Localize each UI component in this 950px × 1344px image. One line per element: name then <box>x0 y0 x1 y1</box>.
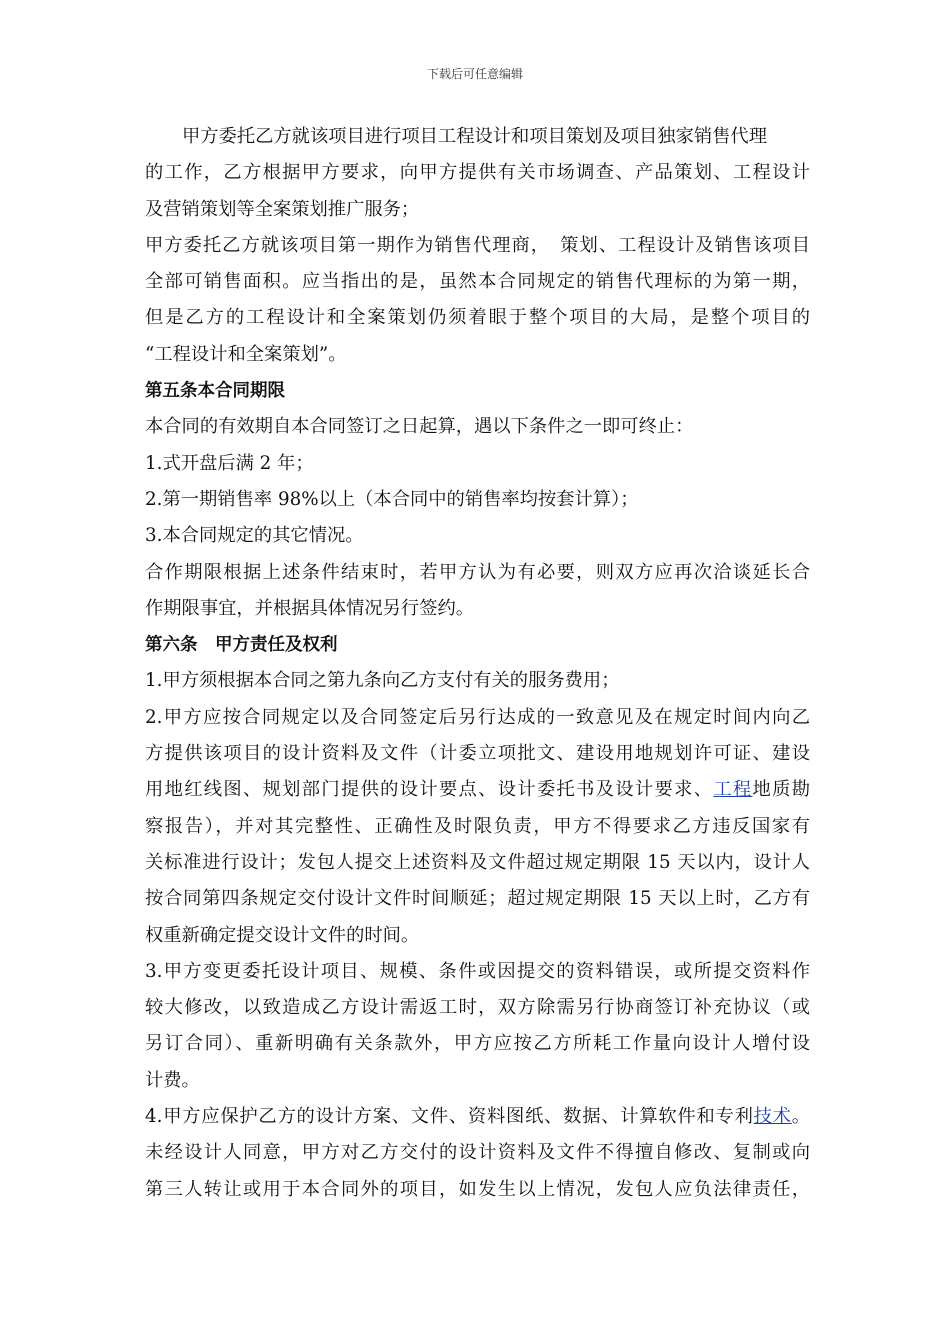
list-item: 1.式开盘后满 2 年； <box>145 452 314 474</box>
paragraph-line: 第三人转让或用于本合同外的项目，如发生以上情况，发包人应负法律责任， <box>145 1178 810 1200</box>
paragraph-line: 按合同第四条规定交付设计文件时间顺延；超过规定期限 15 天以上时，乙方有 <box>145 888 810 910</box>
paragraph-line: 计费。 <box>145 1069 200 1091</box>
line-text: 。 <box>791 1106 810 1128</box>
paragraph-line: 权重新确定提交设计文件的时间。 <box>145 924 420 946</box>
line-text: 地质勘 <box>752 779 811 801</box>
list-item: 3.甲方变更委托设计项目、规模、条件或因提交的资料错误，或所提交资料作 <box>145 960 810 982</box>
paragraph-line: 关标准进行设计；发包人提交上述资料及文件超过规定期限 15 天以内，设计人 <box>145 851 810 873</box>
document-body <box>145 119 810 1208</box>
paragraph-line: “工程设计和全案策划”。 <box>145 343 347 365</box>
paragraph-line: 本合同的有效期自本合同签订之日起算，遇以下条件之一即可终止： <box>145 416 694 438</box>
list-item: 3.本合同规定的其它情况。 <box>145 525 364 547</box>
engineering-link[interactable]: 工程 <box>713 779 753 801</box>
section-heading: 第五条本合同期限 <box>145 381 285 402</box>
section-heading: 第六条 甲方责任及权利 <box>145 635 338 656</box>
list-item: 1.甲方须根据本合同之第九条向乙方支付有关的服务费用； <box>145 670 620 692</box>
technology-link[interactable]: 技术 <box>753 1106 792 1128</box>
paragraph-line: 及营销策划等全案策划推广服务； <box>145 198 420 220</box>
paragraph-line: 的工作，乙方根据甲方要求，向甲方提供有关市场调查、产品策划、工程设计 <box>145 162 810 184</box>
paragraph-line <box>145 772 810 808</box>
paragraph-line: 甲方委托乙方就该项目进行项目工程设计和项目策划及项目独家销售代理 <box>182 126 767 147</box>
paragraph-line: 但是乙方的工程设计和全案策划仍须着眼于整个项目的大局，是整个项目的 <box>145 307 810 329</box>
line-text: 4.甲方应保护乙方的设计方案、文件、资料图纸、数据、计算软件和专利 <box>145 1106 754 1128</box>
paragraph-line: 全部可销售面积。应当指出的是，虽然本合同规定的销售代理标的为第一期， <box>145 271 810 293</box>
paragraph-line: 方提供该项目的设计资料及文件（计委立项批文、建设用地规划许可证、建设 <box>145 743 810 765</box>
list-item: 2.甲方应按合同规定以及合同签定后另行达成的一致意见及在规定时间内向乙 <box>145 706 810 728</box>
line-text: 用地红线图、规划部门提供的设计要点、设计委托书及设计要求、 <box>145 779 714 801</box>
paragraph-line: 察报告），并对其完整性、正确性及时限负责，甲方不得要求乙方违反国家有 <box>145 815 810 837</box>
paragraph-line: 作期限事宜，并根据具体情况另行签约。 <box>145 597 475 619</box>
paragraph-line: 合作期限根据上述条件结束时，若甲方认为有必要，则双方应再次洽谈延长合 <box>145 561 810 583</box>
paragraph-line: 甲方委托乙方就该项目第一期作为销售代理商， 策划、工程设计及销售该项目 <box>145 234 810 256</box>
list-item: 2.第一期销售率 98%以上（本合同中的销售率均按套计算）； <box>145 488 639 510</box>
paragraph-line: 另订合同）、重新明确有关条款外，甲方应按乙方所耗工作量向设计人增付设 <box>145 1033 810 1055</box>
paragraph-line: 未经设计人同意，甲方对乙方交付的设计资料及文件不得擅自修改、复制或向 <box>145 1142 810 1164</box>
page-header: 下载后可任意编辑 <box>426 67 523 81</box>
list-item <box>145 1099 810 1135</box>
paragraph-line: 较大修改，以致造成乙方设计需返工时，双方除需另行协商签订补充协议（或 <box>145 997 810 1019</box>
